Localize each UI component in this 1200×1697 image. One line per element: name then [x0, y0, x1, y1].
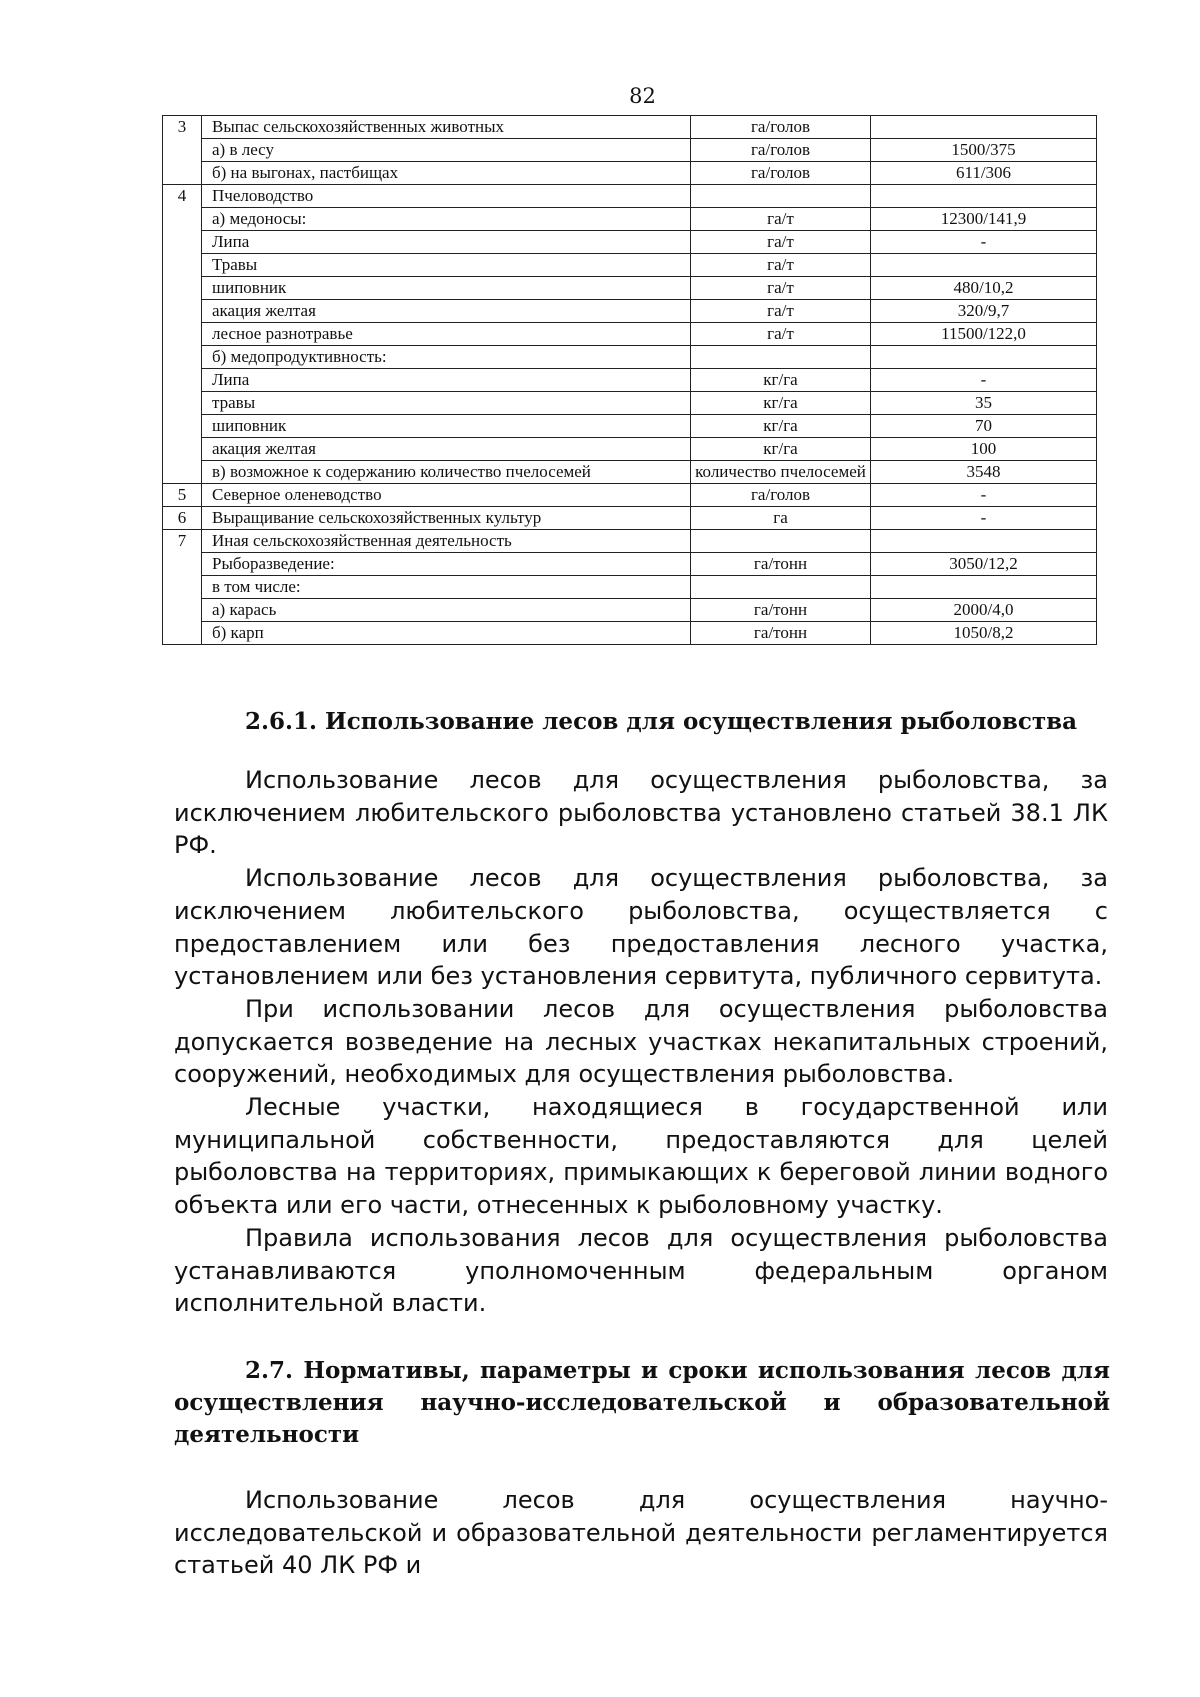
table-row: [163, 553, 1097, 576]
row-unit-cell: кг/га: [691, 438, 871, 461]
row-number-cell: 3: [163, 116, 202, 139]
row-name-cell: Липа: [202, 231, 691, 254]
row-name-cell: в) возможное к содержанию количество пчелосемей: [202, 461, 691, 484]
row-value-cell: 1500/375: [871, 139, 1097, 162]
paragraph: Правила использования лесов для осуществления рыболовства устанавливаются уполномоченным федеральным органом исполнительной власти.: [174, 1223, 1108, 1318]
row-number-cell: [163, 162, 202, 185]
table-row: [163, 277, 1097, 300]
row-unit-cell: [691, 530, 871, 553]
section-heading-2-7: [174, 1355, 1110, 1451]
row-name-cell: акация желтая: [202, 300, 691, 323]
row-value-cell: 320/9,7: [871, 300, 1097, 323]
row-number-cell: [163, 254, 202, 277]
table-row: [163, 415, 1097, 438]
row-name-cell: а) медоносы:: [202, 208, 691, 231]
row-number-cell: [163, 208, 202, 231]
row-unit-cell: га/тонн: [691, 599, 871, 622]
table-row: [163, 484, 1097, 507]
row-value-cell: 100: [871, 438, 1097, 461]
table-row: [163, 346, 1097, 369]
row-value-cell: -: [871, 369, 1097, 392]
row-unit-cell: га/т: [691, 254, 871, 277]
table-row: [163, 323, 1097, 346]
row-unit-cell: [691, 576, 871, 599]
table-row: [163, 530, 1097, 553]
row-value-cell: 70: [871, 415, 1097, 438]
row-name-cell: Липа: [202, 369, 691, 392]
row-unit-cell: кг/га: [691, 415, 871, 438]
row-unit-cell: га/тонн: [691, 553, 871, 576]
row-number-cell: [163, 300, 202, 323]
table-row: [163, 576, 1097, 599]
row-number-cell: [163, 346, 202, 369]
row-value-cell: -: [871, 231, 1097, 254]
row-name-cell: Пчеловодство: [202, 185, 691, 208]
row-name-cell: Рыборазведение:: [202, 553, 691, 576]
row-number-cell: 4: [163, 185, 202, 208]
row-number-cell: [163, 576, 202, 599]
row-value-cell: [871, 576, 1097, 599]
paragraph: Лесные участки, находящиеся в государственной или муниципальной собственности, предоставляются для целей рыболовства на территориях, примыкающих к береговой линии водного объекта или его части, отнесенных к рыболовному участку.: [174, 1093, 1108, 1220]
row-value-cell: [871, 116, 1097, 139]
paragraph: Использование лесов для осуществления рыболовства, за исключением любительского рыболовства, осуществляется с предоставлением или без предоставления лесного участка, установлением или без установления сервитута, публичного сервитута.: [174, 864, 1108, 991]
row-unit-cell: га/т: [691, 231, 871, 254]
table-row: [163, 507, 1097, 530]
row-value-cell: 2000/4,0: [871, 599, 1097, 622]
row-name-cell: акация желтая: [202, 438, 691, 461]
row-value-cell: 3548: [871, 461, 1097, 484]
row-name-cell: шиповник: [202, 277, 691, 300]
row-number-cell: 5: [163, 484, 202, 507]
table-row: [163, 254, 1097, 277]
row-value-cell: 480/10,2: [871, 277, 1097, 300]
row-value-cell: 1050/8,2: [871, 622, 1097, 645]
row-value-cell: [871, 185, 1097, 208]
row-unit-cell: [691, 346, 871, 369]
table-row: [163, 369, 1097, 392]
row-value-cell: 35: [871, 392, 1097, 415]
section-heading-2-6-1: 2.6.1. Использование лесов для осуществления рыболовства: [245, 708, 1078, 735]
row-name-cell: б) карп: [202, 622, 691, 645]
row-name-cell: Травы: [202, 254, 691, 277]
row-value-cell: 12300/141,9: [871, 208, 1097, 231]
row-unit-cell: га/т: [691, 277, 871, 300]
table-row: [163, 208, 1097, 231]
row-value-cell: 11500/122,0: [871, 323, 1097, 346]
row-number-cell: [163, 438, 202, 461]
table-row: [163, 185, 1097, 208]
section-body-2-6-1: [174, 764, 1108, 1320]
row-name-cell: Выпас сельскохозяйственных животных: [202, 116, 691, 139]
row-unit-cell: га/голов: [691, 139, 871, 162]
row-unit-cell: кг/га: [691, 392, 871, 415]
paragraph: При использовании лесов для осуществления рыболовства допускается возведение на лесных участках некапитальных строений, сооружений, необходимых для осуществления рыболовства.: [174, 994, 1108, 1089]
row-number-cell: [163, 461, 202, 484]
row-name-cell: б) медопродуктивность:: [202, 346, 691, 369]
row-number-cell: [163, 622, 202, 645]
row-name-cell: Выращивание сельскохозяйственных культур: [202, 507, 691, 530]
row-unit-cell: га/голов: [691, 162, 871, 185]
row-unit-cell: га/т: [691, 208, 871, 231]
row-value-cell: 3050/12,2: [871, 553, 1097, 576]
row-number-cell: [163, 369, 202, 392]
row-name-cell: б) на выгонах, пастбищах: [202, 162, 691, 185]
table-row: [163, 116, 1097, 139]
page-number: 82: [629, 84, 656, 108]
row-name-cell: Северное оленеводство: [202, 484, 691, 507]
table-row: [163, 599, 1097, 622]
row-unit-cell: [691, 185, 871, 208]
row-value-cell: [871, 254, 1097, 277]
row-value-cell: -: [871, 507, 1097, 530]
section-heading-2-7-text: 2.7. Нормативы, параметры и сроки использования лесов для осуществления научно-исследовательской и образовательной деятельности: [174, 1357, 1110, 1448]
row-value-cell: [871, 346, 1097, 369]
row-unit-cell: га/т: [691, 323, 871, 346]
table-row: [163, 438, 1097, 461]
row-value-cell: [871, 530, 1097, 553]
row-value-cell: 611/306: [871, 162, 1097, 185]
row-value-cell: -: [871, 484, 1097, 507]
row-number-cell: [163, 553, 202, 576]
paragraph: Использование лесов для осуществления научно-исследовательской и образовательной деятельности регламентируется статьей 40 ЛК РФ и: [174, 1486, 1108, 1580]
row-name-cell: травы: [202, 392, 691, 415]
row-unit-cell: га/т: [691, 300, 871, 323]
row-number-cell: [163, 277, 202, 300]
row-number-cell: [163, 415, 202, 438]
row-name-cell: Иная сельскохозяйственная деятельность: [202, 530, 691, 553]
row-number-cell: [163, 323, 202, 346]
row-name-cell: а) карась: [202, 599, 691, 622]
table-row: [163, 139, 1097, 162]
table-row: [163, 622, 1097, 645]
section-body-2-7: [174, 1484, 1108, 1582]
row-name-cell: в том числе:: [202, 576, 691, 599]
table-row: [163, 162, 1097, 185]
table-row: [163, 231, 1097, 254]
table-row: [163, 300, 1097, 323]
table-row: [163, 392, 1097, 415]
row-unit-cell: га/тонн: [691, 622, 871, 645]
row-unit-cell: га/голов: [691, 116, 871, 139]
row-unit-cell: кг/га: [691, 369, 871, 392]
row-number-cell: 7: [163, 530, 202, 553]
row-number-cell: [163, 599, 202, 622]
row-number-cell: 6: [163, 507, 202, 530]
data-table: [162, 115, 1097, 645]
table-row: [163, 461, 1097, 484]
row-unit-cell: га/голов: [691, 484, 871, 507]
row-number-cell: [163, 231, 202, 254]
row-number-cell: [163, 139, 202, 162]
row-number-cell: [163, 392, 202, 415]
row-unit-cell: га: [691, 507, 871, 530]
row-unit-cell: количество пчелосемей: [691, 461, 871, 484]
row-name-cell: шиповник: [202, 415, 691, 438]
paragraph: Использование лесов для осуществления рыболовства, за исключением любительского рыболовства установлено статьей 38.1 ЛК РФ.: [174, 766, 1108, 860]
row-name-cell: а) в лесу: [202, 139, 691, 162]
row-name-cell: лесное разнотравье: [202, 323, 691, 346]
